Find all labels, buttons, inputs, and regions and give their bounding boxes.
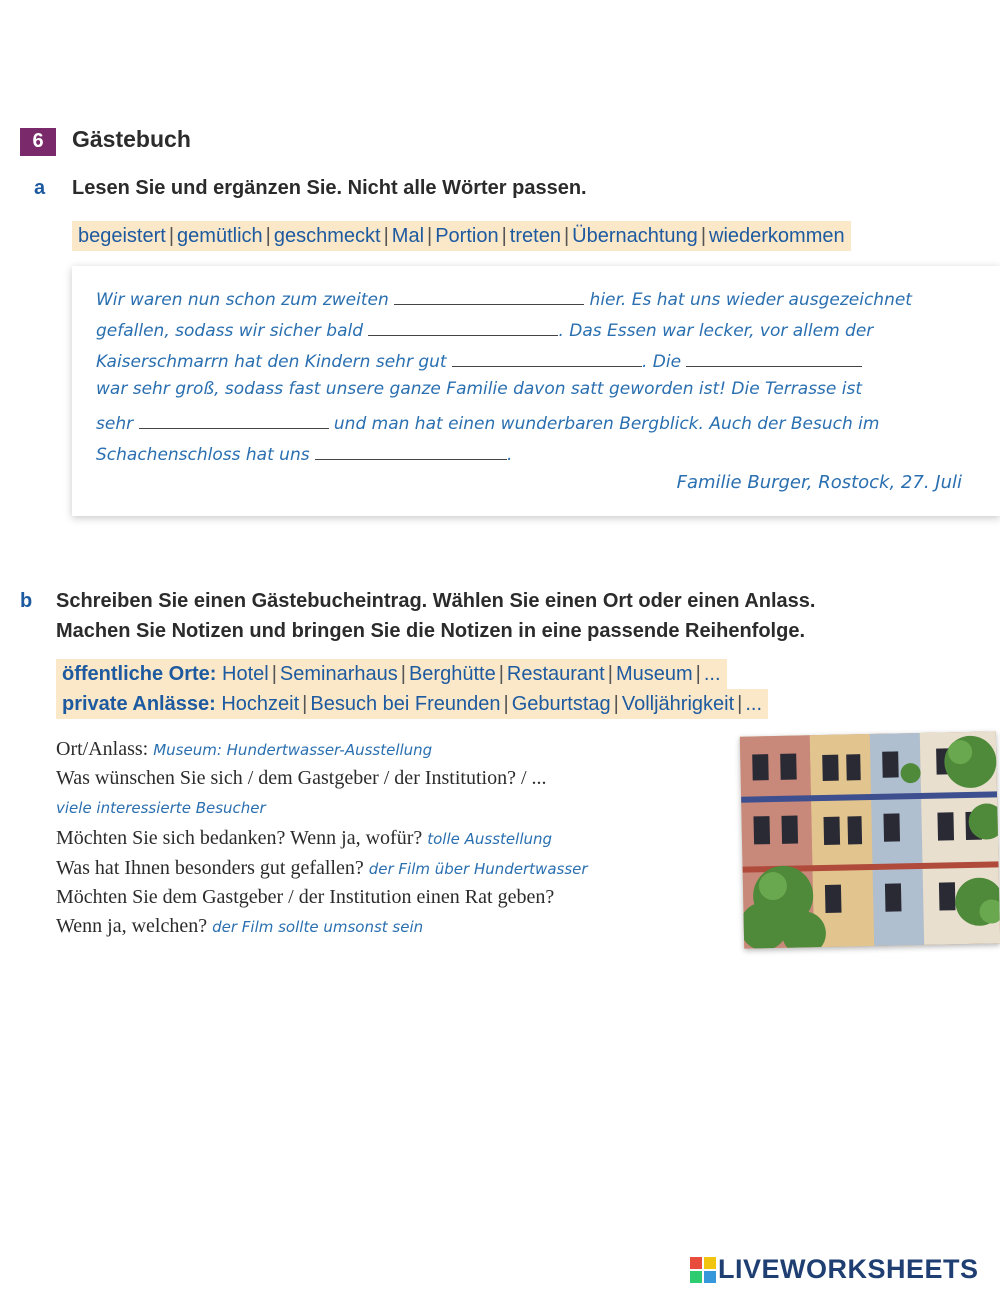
blank-4[interactable] [686,348,862,367]
text-segment: Kaiserschmarrn hat den Kindern sehr gut [96,352,447,372]
signature: Familie Burger, Rostock, 27. Juli [676,472,962,493]
word-bank-item: treten [509,225,561,247]
question-3 [56,827,552,850]
places-label: öffentliche Orte: [62,663,217,685]
text-segment: gefallen, sodass wir sicher bald [96,321,364,341]
blank-3[interactable] [452,348,642,367]
text-line-6 [96,441,512,465]
hundertwasser-house-photo [740,731,1000,948]
question-2: Was wünschen Sie sich / dem Gastgeber / der Institution? / ... [56,767,547,789]
part-a-instruction: Lesen Sie und ergänzen Sie. Nicht alle Wörter passen. [72,177,587,199]
text-segment: hier. Es hat uns wieder ausgezeichnet [589,290,912,310]
part-a-label: a [34,177,46,199]
logo-text: LIVEWORKSHEETS [718,1254,979,1284]
answer-note: der Film über Hundertwasser [368,860,588,878]
text-line-1 [96,286,912,310]
word-bank-item: geschmeckt [273,225,381,247]
place-item: ... [703,663,721,685]
question-text: Möchten Sie sich bedanken? Wenn ja, wofür? [56,827,423,849]
question-5: Möchten Sie dem Gastgeber / der Institution einen Rat geben? [56,886,555,908]
word-bank-item: begeistert [78,225,166,247]
blank-6[interactable] [315,441,507,460]
occasion-item: Volljährigkeit [621,693,735,715]
text-segment: Wir waren nun schon zum zweiten [96,290,389,310]
blank-1[interactable] [394,286,584,305]
question-text: Was hat Ihnen besonders gut gefallen? [56,857,364,879]
place-item: Restaurant [506,663,605,685]
blank-5[interactable] [139,410,329,429]
text-line-5 [96,410,879,434]
place-item: Berghütte [408,663,496,685]
exercise-number: 6 [20,128,56,154]
part-b-instruction-1: Schreiben Sie einen Gästebucheintrag. Wählen Sie einen Ort oder einen Anlass. [56,590,816,612]
answer-note: tolle Ausstellung [427,830,553,848]
occasion-item: Besuch bei Freunden [310,693,501,715]
answer-note-2: viele interessierte Besucher [56,799,266,817]
text-segment: . [506,445,513,465]
places-bank: öffentliche Orte: Hotel | Seminarhaus | Berghütte | Restaurant | Museum | ... [56,659,727,689]
question-4 [56,857,588,880]
word-bank-item: wiederkommen [709,225,845,247]
word-bank-item: Übernachtung [572,225,698,247]
answer-note: der Film sollte umsonst sein [212,918,424,936]
word-bank-item: gemütlich [177,225,263,247]
occasions-label: private Anlässe: [62,693,216,715]
question-1 [56,738,432,761]
exercise-number-underline [20,154,56,156]
word-bank: begeistert | gemütlich | geschmeckt | Mal | Portion | treten | Übernachtung | wiederkommen [72,221,851,251]
word-bank-item: Portion [435,225,499,247]
question-6 [56,915,423,938]
occasion-item: Hochzeit [221,693,300,715]
liveworksheets-logo [690,1254,979,1284]
place-item: Hotel [222,663,269,685]
question-text: Wenn ja, welchen? [56,915,208,937]
occasion-item: ... [745,693,763,715]
place-item: Museum [615,663,693,685]
question-text: Ort/Anlass: [56,738,149,760]
occasions-bank: private Anlässe: Hochzeit | Besuch bei Freunden | Geburtstag | Volljährigkeit | ... [56,689,768,719]
text-segment: Schachenschloss hat uns [96,445,310,465]
part-b-label: b [20,590,33,612]
occasion-item: Geburtstag [511,693,611,715]
text-segment: und man hat einen wunderbaren Bergblick. Auch der Besuch im [333,414,880,434]
text-segment: . Die [641,352,682,372]
logo-grid-icon [690,1257,716,1283]
text-line-2 [96,317,873,341]
word-bank-item: Mal [391,225,425,247]
place-item: Seminarhaus [279,663,398,685]
text-segment: . Das Essen war lecker, vor allem der [558,321,874,341]
part-b-instruction-2: Machen Sie Notizen und bringen Sie die Notizen in eine passende Reihenfolge. [56,620,806,642]
exercise-title: Gästebuch [72,126,191,152]
text-line-3 [96,348,862,372]
text-segment: sehr [96,414,134,434]
text-line-4: war sehr groß, sodass fast unsere ganze Familie davon satt geworden ist! Die Terrasse ist [96,379,863,399]
blank-2[interactable] [368,317,558,336]
answer-note: Museum: Hundertwasser-Ausstellung [153,741,433,759]
